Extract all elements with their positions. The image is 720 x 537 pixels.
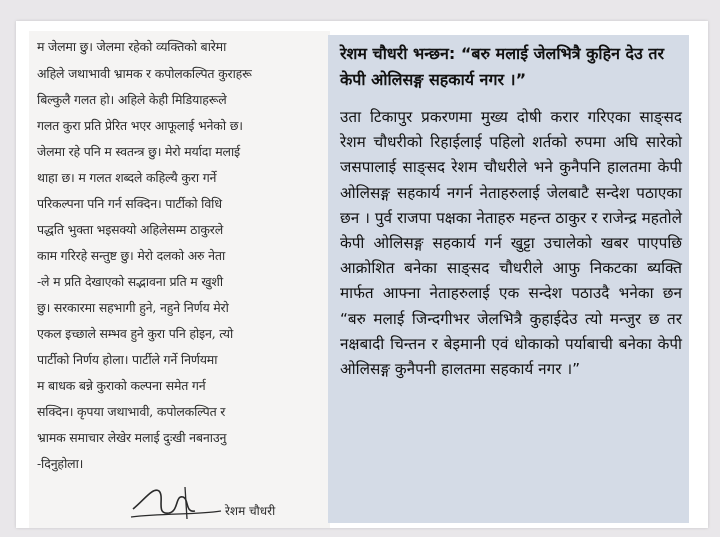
letter-line: एकल इच्छाले सम्भव हुने कुरा पनि होइन, त्यो — [37, 326, 233, 341]
letter-line: पार्टीको निर्णय होला। पार्टीले गर्ने निर्णयमा — [37, 352, 218, 367]
letter-line: पद्धति भुक्ता भइसक्यो अहिलेसम्म ठाकुरले — [37, 222, 223, 237]
letter-line: -ले म प्रति देखाएको सद्भावना प्रति म खुशी — [37, 274, 223, 289]
letter-line: जेलमा रहे पनि म स्वतन्त्र छु। मेरो मर्यादा मलाई — [37, 144, 240, 159]
article-body: उता टिकापुर प्रकरणमा मुख्य दोषी करार गरिएका साङ्सद रेशम चौधरीको रिहाईलाई पहिलो शर्तको रुपमा अघि सारेको जसपालाई साङ्सद रेशम चौधरीले भने कुनैपनि हालतमा केपी ओलिसङ्ग सहकार्य नगर्न नेताहरुलाई जेलबाटै सन्देश पठाएका छन । पुर्व राजपा पक्षका नेताहरु महन्त ठाकुर र राजेन्द्र महतोले केपी ओलिसङ्ग सहकार्य गर्न खुट्टा उचालेको खबर पाएपछि आक्रोशित बनेका साङ्सद चौधरीले आफु निकटका ब्यक्ति मार्फत आफ्ना नेताहरुलाई एक सन्देश पठाउदै भनेका छन “बरु मलाई जिन्दगीभर जेलभित्रै कुहाईदेउ त्यो मन्जुर छ तर नक्षबादी चिन्तन र बेइमानी एवं धोकाको पर्याबाची बनेका केपी ओलिसङ्ग कुनैपनी हालतमा सहकार्य नगर ।” — [340, 108, 682, 379]
letter-line: सक्दिन। कृपया जथाभावी, कपोलकल्पित र — [37, 404, 226, 419]
handwritten-letter-image — [29, 31, 330, 528]
letter-line: बिल्कुलै गलत हो। अहिले केही मिडियाहरूले — [37, 92, 227, 107]
quote-headline: रेशम चौधरी भन्छन: “बरु मलाई जेलभित्रै कुहिन देउ तर केपी ओलिसङ्ग सहकार्य नगर ।” — [340, 44, 665, 89]
letter-line: -दिनुहोला। — [37, 456, 84, 471]
letter-line: छु। सरकारमा सहभागी हुने, नहुने निर्णय मेरो — [37, 300, 229, 315]
article-text-panel — [328, 35, 689, 523]
letter-line: म बाधक बन्ने कुराको कल्पना समेत गर्न — [37, 378, 206, 393]
letter-line: भ्रामक समाचार लेखेर मलाई दुःखी नबनाउनु — [37, 430, 227, 445]
letter-line: थाहा छ। म गलत शब्दले कहिल्यै कुरा गर्ने — [37, 170, 217, 185]
letter-line: गलत कुरा प्रति प्रेरित भएर आफूलाई भनेको छ। — [37, 118, 243, 133]
letter-line: काम गरिरहे सन्तुष्ट छु। मेरो दलको अरु नेता — [37, 248, 225, 263]
signature-name: रेशम चौधरी — [225, 504, 276, 518]
letter-line: परिकल्पना पनि गर्न सक्दिन। पार्टीको विधि — [37, 196, 222, 211]
letter-line: अहिले जथाभावी भ्रामक र कपोलकल्पित कुराहरू — [37, 66, 252, 81]
letter-line: म जेलमा छु। जेलमा रहेको व्यक्तिको बारेमा — [37, 39, 227, 54]
signature — [125, 469, 330, 527]
